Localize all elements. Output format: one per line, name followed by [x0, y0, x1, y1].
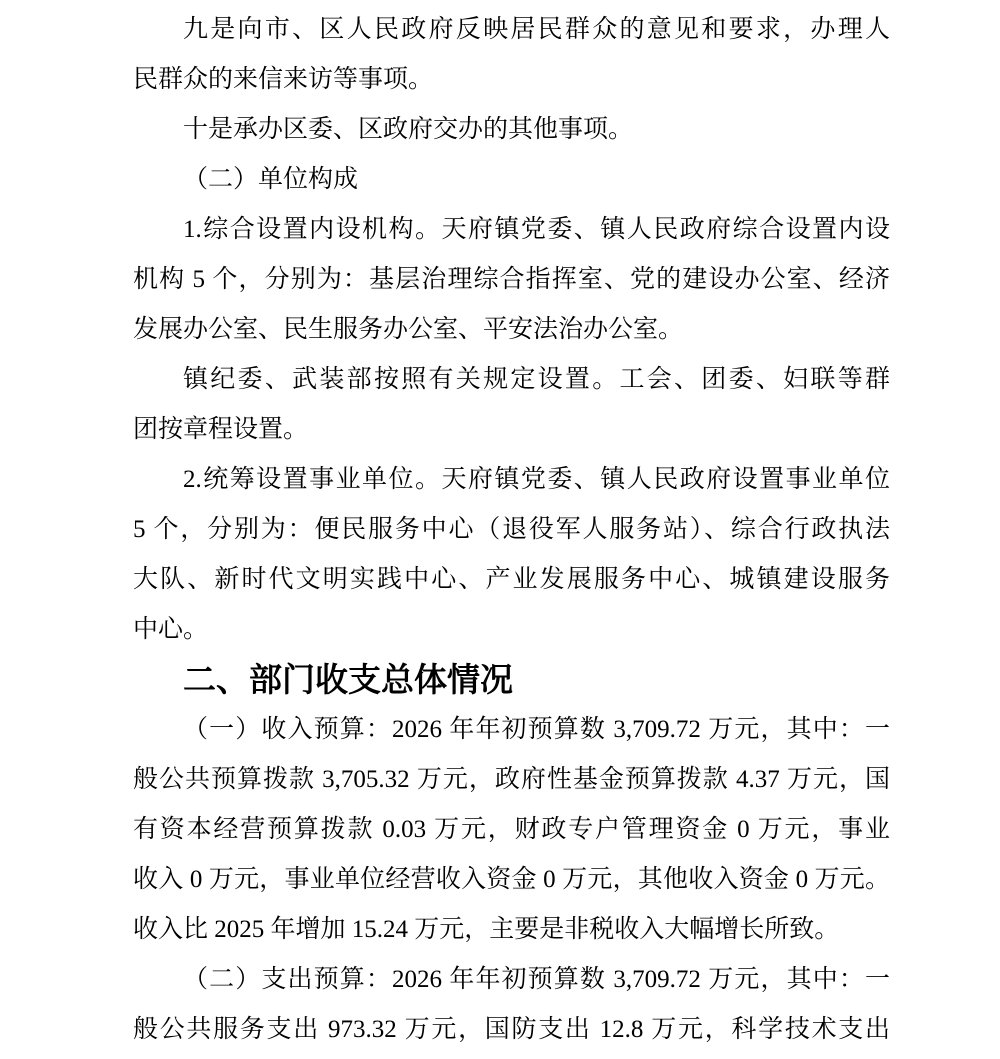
document-text-block — [133, 5, 890, 1055]
paragraph — [133, 455, 890, 655]
text-line: （二）单位构成 — [183, 166, 359, 193]
paragraph — [133, 155, 890, 205]
text-line: 团按章程设置。 — [133, 416, 309, 443]
text-line: 民群众的来信来访等事项。 — [133, 66, 434, 93]
text-line: 5 个，分别为：便民服务中心（退役军人服务站）、综合行政执法 — [133, 516, 890, 543]
paragraph — [133, 355, 890, 455]
text-line: 2.统筹设置事业单位。天府镇党委、镇人民政府设置事业单位 — [183, 466, 890, 493]
text-line: 机构 5 个，分别为：基层治理综合指挥室、党的建设办公室、经济 — [133, 266, 890, 293]
text-line: 九是向市、区人民政府反映居民群众的意见和要求，办理人 — [183, 16, 890, 43]
text-line: 收入 0 万元，事业单位经营收入资金 0 万元，其他收入资金 0 万元。 — [133, 866, 890, 893]
text-line: 有资本经营预算拨款 0.03 万元，财政专户管理资金 0 万元，事业 — [133, 816, 890, 843]
text-line: 十是承办区委、区政府交办的其他事项。 — [183, 116, 634, 143]
section-heading — [133, 655, 890, 705]
text-line: 中心。 — [133, 616, 209, 643]
text-line: 发展办公室、民生服务办公室、平安法治办公室。 — [133, 316, 684, 343]
text-line: 般公共服务支出 973.32 万元，国防支出 12.8 万元，科学技术支出 — [133, 1016, 890, 1043]
paragraph — [133, 705, 890, 955]
text-line: 收入比 2025 年增加 15.24 万元，主要是非税收入大幅增长所致。 — [133, 916, 840, 943]
paragraph — [133, 105, 890, 155]
paragraph — [133, 5, 890, 105]
text-line: 般公共预算拨款 3,705.32 万元，政府性基金预算拨款 4.37 万元，国 — [133, 766, 890, 793]
paragraph — [133, 205, 890, 355]
text-line: （一）收入预算：2026 年年初预算数 3,709.72 万元，其中：一 — [183, 716, 890, 743]
text-line: 镇纪委、武装部按照有关规定设置。工会、团委、妇联等群 — [183, 366, 890, 393]
text-line: 1.综合设置内设机构。天府镇党委、镇人民政府综合设置内设 — [183, 216, 890, 243]
paragraph — [133, 955, 890, 1055]
text-line: （二）支出预算：2026 年年初预算数 3,709.72 万元，其中：一 — [183, 966, 890, 993]
text-line: 大队、新时代文明实践中心、产业发展服务中心、城镇建设服务 — [133, 566, 890, 593]
heading-line: 二、部门收支总体情况 — [183, 661, 513, 698]
